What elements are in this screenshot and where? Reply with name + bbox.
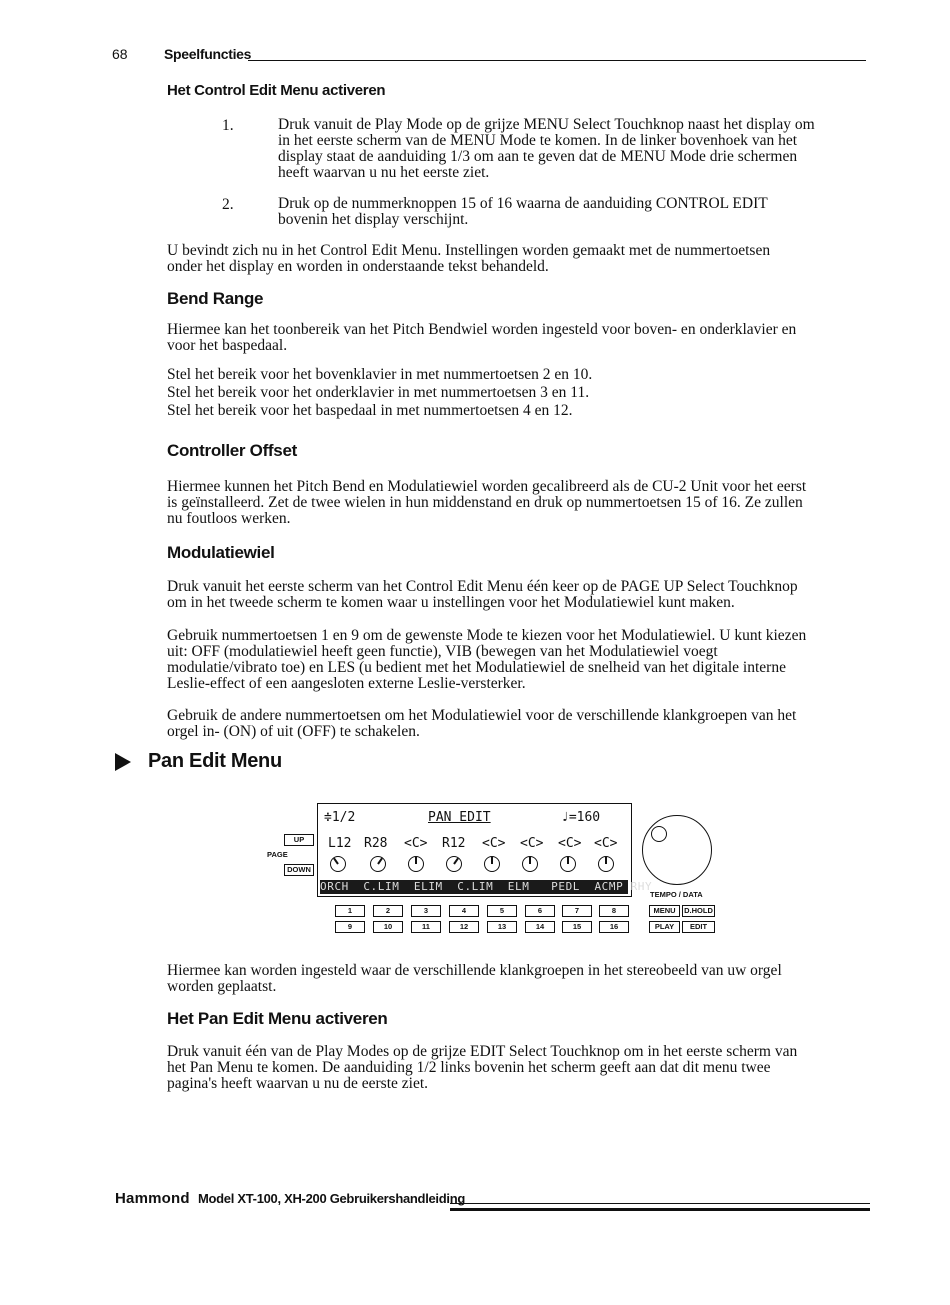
disp-hold-button[interactable]: D.HOLD [682,905,715,917]
number-button-7[interactable]: 7 [562,905,592,917]
number-button-15[interactable]: 15 [562,921,592,933]
control-edit-paragraph: U bevindt zich nu in het Control Edit Menu. Instellingen worden gemaakt met de nummertoetsen onder het display en worden in onderstaande tekst behandeld. [167,242,771,275]
lcd-value-2: R28 [364,836,388,851]
footer-title: Model XT-100, XH-200 Gebruikershandleiding [198,1191,465,1206]
pan-knob-6-icon [522,856,538,872]
step-2-number: 2. [222,196,234,213]
lcd-page-indicator: ≑1/2 [324,810,356,825]
heading-bend-range: Bend Range [167,289,264,308]
page-down-button[interactable]: DOWN [284,864,314,876]
number-button-12[interactable]: 12 [449,921,479,933]
pan-knob-5-icon [484,856,500,872]
bend-range-lines: Stel het bereik voor het bovenklavier in met nummertoetsen 2 en 10. Stel het bereik voor het onderklavier in met nummertoetsen 3 en 11. Stel het bereik voor het baspedaal in met nummertoetsen 4 en 12. [167,366,593,419]
lcd-value-5: <C> [482,836,506,851]
modulatiewiel-paragraph-2: Gebruik nummertoetsen 1 en 9 om de gewenste Mode te kiezen voor het Modulatiewiel. U kunt kiezen uit: OFF (modulatiewiel heeft geen functie), VIB (bewegen van het Modulatiewiel voegt modulatie/vibrato toe) en LES (u bedient met het Modulatiewiel de snelheid van het digitale interne Leslie-effect of een aangesloten externe Leslie-versterker. [167,627,807,692]
step-2-text: Druk op de nummerknoppen 15 of 16 waarna de aanduiding CONTROL EDIT bovenin het display verschijnt. [278,195,768,228]
play-button[interactable]: PLAY [649,921,680,933]
pan-knob-3-icon [408,856,424,872]
number-button-11[interactable]: 11 [411,921,441,933]
pan-knob-1-icon [330,856,346,872]
number-button-16[interactable]: 16 [599,921,629,933]
number-button-3[interactable]: 3 [411,905,441,917]
footer-rule [450,1203,870,1204]
step-1-number: 1. [222,117,234,134]
heading-controller-offset: Controller Offset [167,441,297,460]
pan-knob-2-icon [370,856,386,872]
number-button-13[interactable]: 13 [487,921,517,933]
modulatiewiel-paragraph-3: Gebruik de andere nummertoetsen om het Modulatiewiel voor de verschillende klankgroepen van het orgel in- (ON) of uit (OFF) te schakelen. [167,707,797,740]
tempo-data-knob[interactable] [642,815,712,885]
number-button-9[interactable]: 9 [335,921,365,933]
bend-range-intro: Hiermee kan het toonbereik van het Pitch Bendwiel worden ingesteld voor boven- en onderklavier en voor het baspedaal. [167,321,797,354]
page-label: PAGE [267,850,288,859]
page-header [112,46,866,66]
arrow-marker-icon [115,753,131,771]
tempo-data-label: TEMPO / DATA [650,890,703,899]
lcd-group-bar: ORCH C.LIM ELIM C.LIM ELM PEDL ACMP RHY [320,880,653,893]
number-button-8[interactable]: 8 [599,905,629,917]
menu-button[interactable]: MENU [649,905,680,917]
pan-knob-4-icon [446,856,462,872]
step-1-text: Druk vanuit de Play Mode op de grijze MENU Select Touchknop naast het display om in het eerste scherm van de MENU Mode te komen. In de linker bovenhoek van het display staat de aanduiding 1/3 om aan te geven dat de MENU Mode drie schermen heeft waarvan u nu het eerste ziet. [278,116,815,181]
lcd-tempo: ♩=160 [561,810,601,825]
heading-pan-edit: Pan Edit Menu [148,750,282,772]
heading-modulatiewiel: Modulatiewiel [167,543,275,562]
lcd-display [317,803,653,897]
edit-button[interactable]: EDIT [682,921,715,933]
pan-knob-7-icon [560,856,576,872]
page-footer [115,1190,870,1214]
page-number: 68 [112,46,128,62]
lcd-value-4: R12 [442,836,466,851]
activate-pan-paragraph: Druk vanuit één van de Play Modes op de grijze EDIT Select Touchknop om in het eerste scherm van het Pan Menu te komen. De aanduiding 1/2 links bovenin het scherm geeft aan dat dit menu twee pagina's heeft waarvan u nu de eerste ziet. [167,1043,798,1092]
modulatiewiel-paragraph-1: Druk vanuit het eerste scherm van het Control Edit Menu één keer op de PAGE UP Select Touchknop om in het tweede scherm te komen waar u instellingen voor het Modulatiewiel kunt maken. [167,578,798,611]
number-button-5[interactable]: 5 [487,905,517,917]
number-button-1[interactable]: 1 [335,905,365,917]
lcd-value-3: <C> [404,836,428,851]
pan-knob-8-icon [598,856,614,872]
heading-activate-pan: Het Pan Edit Menu activeren [167,1009,388,1028]
lcd-value-7: <C> [558,836,582,851]
lcd-value-8: <C> [594,836,618,851]
footer-brand: Hammond [115,1190,190,1207]
controller-offset-paragraph: Hiermee kunnen het Pitch Bend en Modulatiewiel worden gecalibreerd als de CU-2 Unit voor het eerst is geïnstalleerd. Zet de twee wielen in hun middenstand en druk op nummertoetsen 15 of 16. Ze zullen nu foutloos werken. [167,478,807,527]
number-button-14[interactable]: 14 [525,921,555,933]
page-up-button[interactable]: UP [284,834,314,846]
section-name: Speelfuncties [164,46,252,62]
control-panel-diagram [262,800,722,940]
number-button-6[interactable]: 6 [525,905,555,917]
heading-activate-control: Het Control Edit Menu activeren [167,82,386,99]
lcd-value-1: L12 [328,836,352,851]
footer-rule-thick [450,1208,870,1211]
number-button-4[interactable]: 4 [449,905,479,917]
number-button-10[interactable]: 10 [373,921,403,933]
knob-indicator-icon [651,826,667,842]
lcd-title: PAN EDIT [428,810,491,825]
lcd-value-6: <C> [520,836,544,851]
pan-edit-description: Hiermee kan worden ingesteld waar de verschillende klankgroepen in het stereobeeld van uw orgel worden geplaatst. [167,962,782,995]
number-button-2[interactable]: 2 [373,905,403,917]
header-rule [248,60,866,61]
